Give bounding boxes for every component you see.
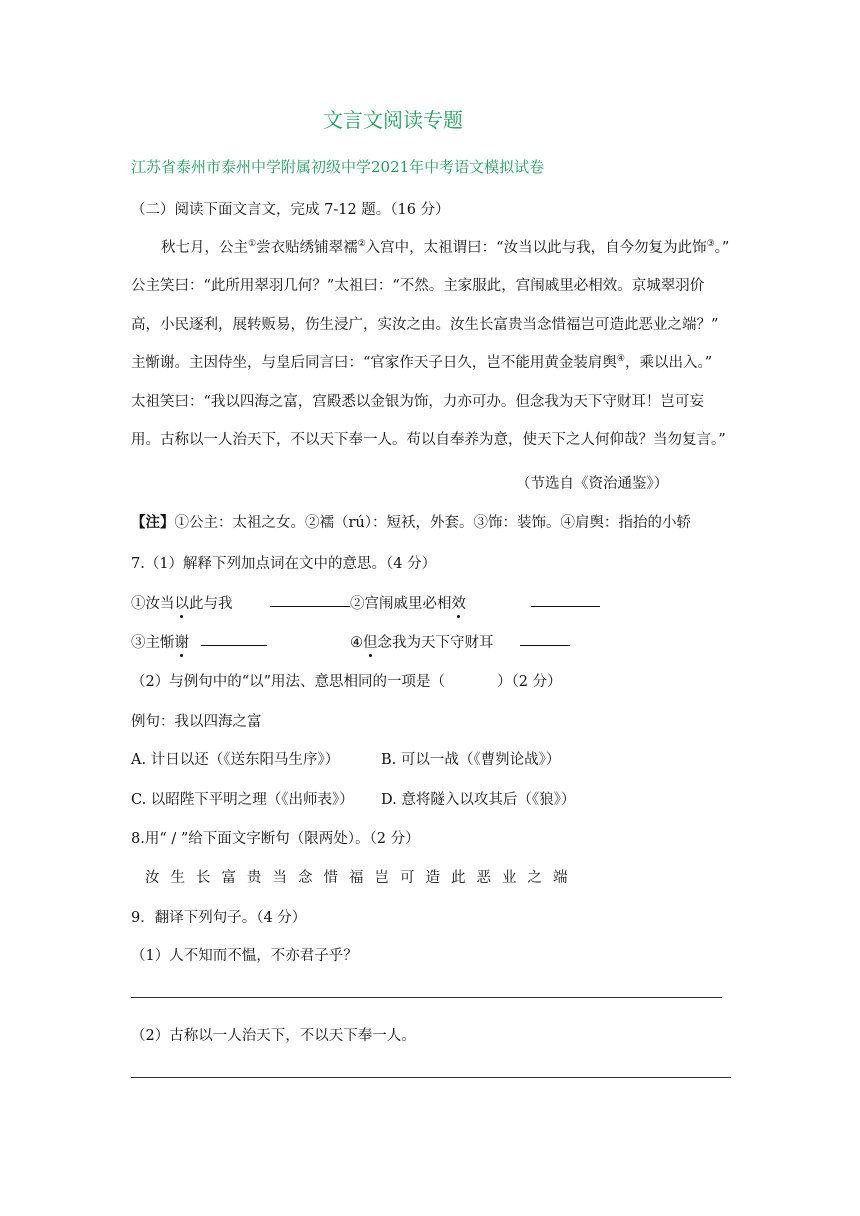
section-intro: （二）阅读下面文言文，完成 7-12 题。（16 分）: [131, 202, 450, 218]
annotation-notes: [131, 511, 691, 532]
q9-sentence-2: （2）古称以一人治天下，不以天下奉一人。: [131, 1028, 416, 1044]
question-7-stem: 7.（1）解释下列加点词在文中的意思。（4 分）: [131, 556, 437, 572]
question-8-stem: 8.用“ / ”给下面文字断句（限两处）。（2 分）: [131, 831, 420, 847]
answer-blank-2[interactable]: [531, 592, 600, 607]
item-text: ③主惭: [131, 635, 175, 651]
notes-label: 【注】: [131, 514, 175, 531]
passage-line-2: 公主笑曰：“此所用翠羽几何？”太祖曰：“不然。主家服此，宫闱戚里必相效。京城翠羽价: [131, 278, 705, 294]
option-d: D. 意将隧入以攻其后（《狼》）: [381, 792, 576, 808]
passage-line-6: 用。古称以一人治天下，不以天下奉一人。苟以自奉养为意，使天下之人何仰哉？当勿复言。”: [131, 432, 726, 448]
option-a: A. 计日以还（《送东阳马生序》）: [131, 752, 340, 768]
notes-text: ①公主：太祖之女。②襦（rú）：短袄，外套。③饰：装饰。④肩舆：指抬的小轿: [174, 515, 692, 531]
q7-item-2: [350, 592, 466, 613]
item-text: 念我为天下守财耳: [377, 635, 494, 651]
dotted-word: 谢: [175, 631, 190, 652]
q9-sentence-1: （1）人不知而不愠，不亦君子乎？: [131, 948, 358, 964]
q7-part-2-stem: [131, 670, 562, 691]
dotted-word: 但: [363, 631, 378, 652]
passage-line-5: 太祖笑曰：“我以四海之富，宫殿悉以金银为饰，力亦可办。但念我为天下守财耳！岂可妄: [131, 394, 704, 410]
answer-blank-3[interactable]: [201, 631, 267, 646]
passage-text: ，乘以出入。”: [625, 355, 713, 371]
answer-blank-4[interactable]: [520, 631, 570, 646]
option-c: C. 以昭陛下平明之理（《出师表》）: [131, 792, 354, 808]
q7-example: 例句：我以四海之富: [131, 714, 262, 730]
question-9-stem: 9．翻译下列句子。（4 分）: [131, 910, 307, 926]
q7-item-4: [350, 631, 494, 652]
page-title: 文言文阅读专题: [323, 108, 463, 132]
item-text: ①汝当: [131, 596, 175, 612]
answer-line-1[interactable]: [131, 997, 722, 998]
passage-line-3: 高，小民逐利，展转贩易，伤生浸广，实汝之由。汝生长富贵当念惜福岂可造此恶业之端？”: [131, 317, 719, 333]
answer-blank-1[interactable]: [270, 592, 350, 607]
passage-text: 入宫中，太祖谓曰：“汝当以此与我，自今勿复为此饰: [365, 240, 707, 256]
item-text: ④: [350, 635, 363, 651]
footnote-marker: ②: [357, 239, 366, 250]
q8-sentence: 汝生长富贵当念惜福岂可造此恶业之端: [145, 870, 579, 886]
dotted-word: 以: [175, 592, 190, 613]
footnote-marker: ①: [248, 239, 257, 250]
passage-line-4: [131, 351, 731, 372]
dotted-word: 效: [452, 592, 467, 613]
passage-text: 。”: [714, 240, 730, 256]
q7-item-3: [131, 631, 189, 652]
answer-line-2[interactable]: [131, 1077, 731, 1078]
passage-text: 尝衣贴绣铺翠襦: [256, 240, 358, 256]
passage-text: 主惭谢。主因侍坐，与皇后同言曰：“官家作天子日久，岂不能用黄金装肩舆: [131, 355, 617, 371]
passage-text: 秋七月，公主: [161, 240, 248, 256]
item-text: 此与我: [189, 596, 233, 612]
footnote-marker: ④: [616, 354, 625, 365]
stem-text: ）（2 分）: [497, 674, 562, 690]
stem-text: （2）与例句中的“以”用法、意思相同的一项是（: [131, 674, 446, 690]
q7-item-1: [131, 592, 233, 613]
option-b: B. 可以一战（《曹刿论战》）: [381, 752, 561, 768]
passage-line-1: [131, 236, 731, 257]
footnote-marker: ③: [706, 239, 715, 250]
item-text: ②宫闱戚里必相: [350, 596, 452, 612]
passage-source: （节选自《资治通鉴》）: [516, 476, 669, 492]
exam-source-subtitle: 江苏省泰州市泰州中学附属初级中学2021年中考语文模拟试卷: [131, 158, 545, 176]
